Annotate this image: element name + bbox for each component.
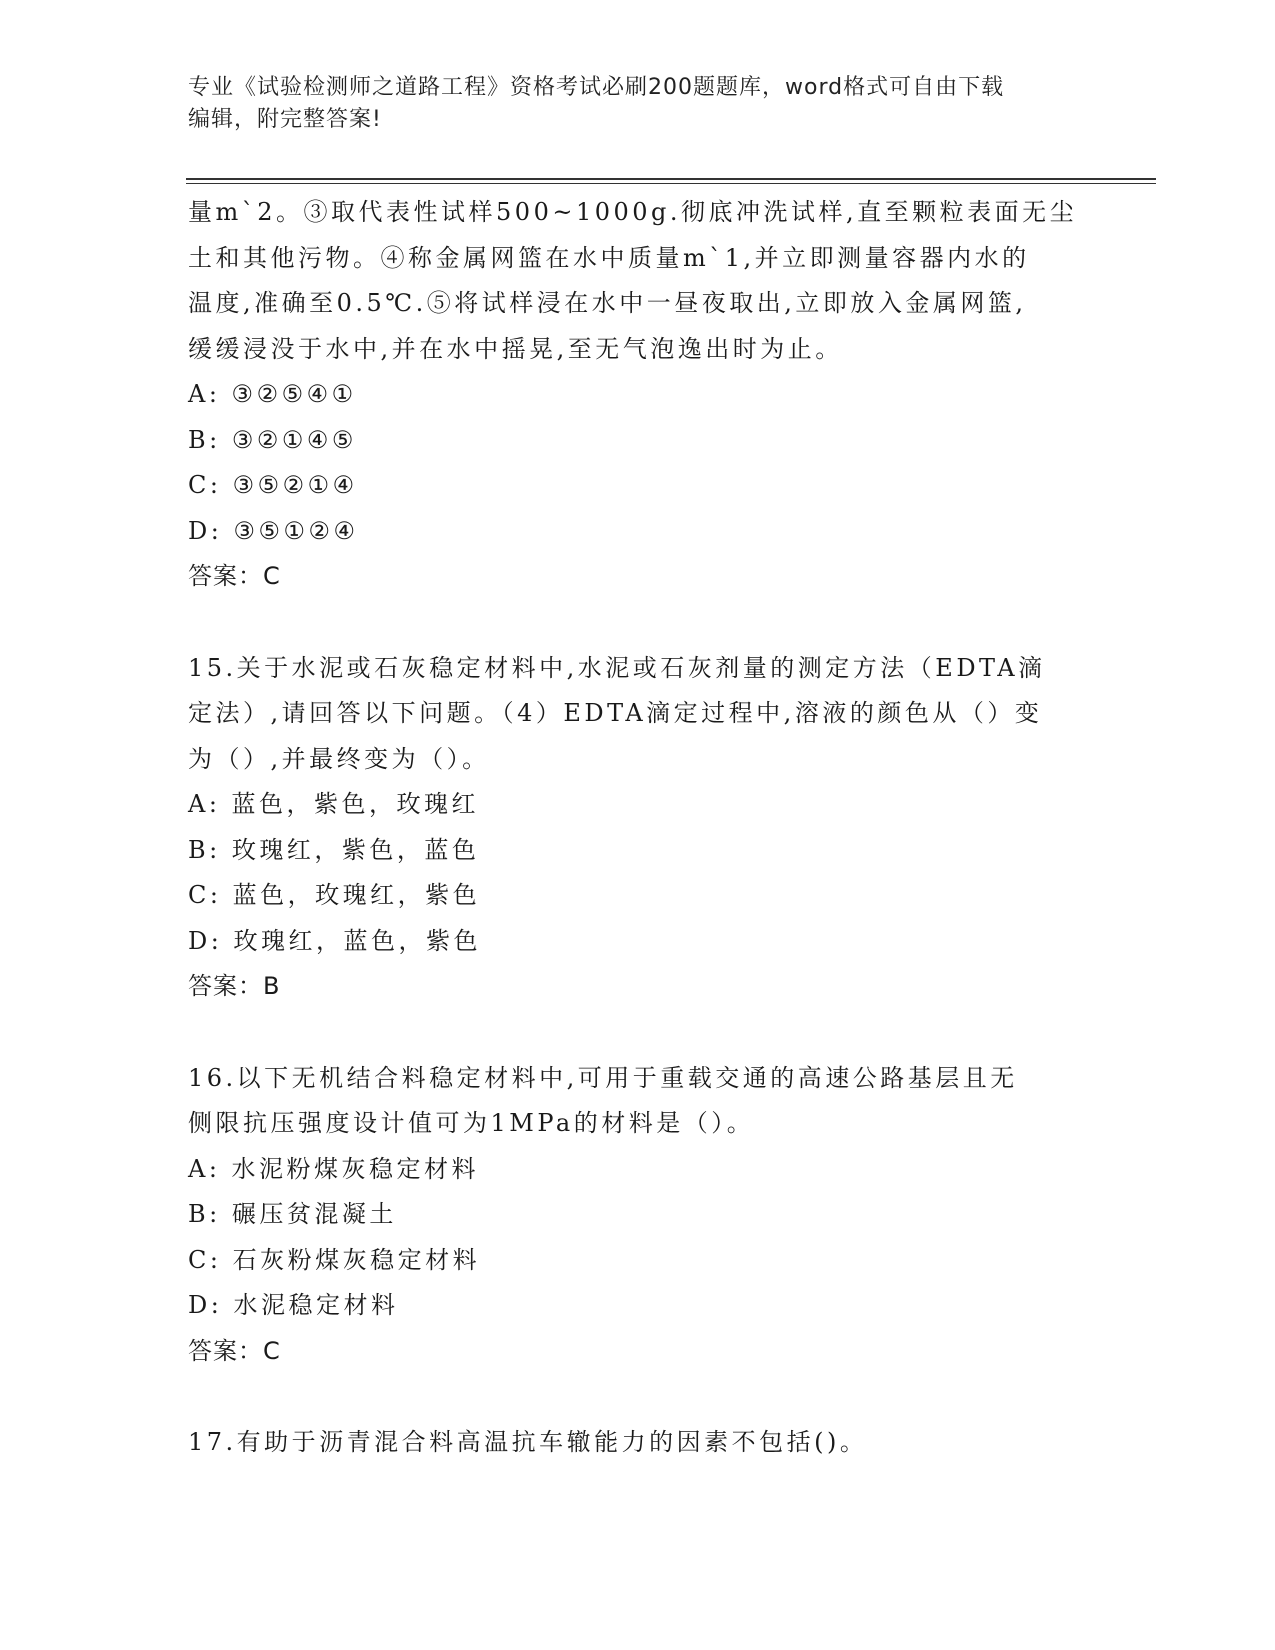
question-14-option-b: B: ③②①④⑤ bbox=[188, 425, 357, 454]
header-line-2: 编辑，附完整答案! bbox=[188, 107, 382, 132]
question-14-text bbox=[188, 190, 1088, 372]
header-divider-thin bbox=[186, 183, 1156, 184]
question-14-option-a: A: ③②⑤④① bbox=[188, 380, 357, 408]
question-15-answer: 答案：B bbox=[188, 972, 281, 1000]
question-14-option-d: D: ③⑤①②④ bbox=[188, 516, 359, 545]
question-text-line: 侧限抗压强度设计值可为1MPa的材料是（）。 bbox=[188, 1109, 755, 1137]
spacer bbox=[188, 1010, 1088, 1056]
question-text-line: 16.以下无机结合料稳定材料中,可用于重载交通的高速公路基层且无 bbox=[188, 1063, 1018, 1092]
question-14-answer: 答案：C bbox=[188, 562, 281, 590]
question-15-option-a: A: 蓝色，紫色，玫瑰红 bbox=[188, 790, 480, 818]
header-line-1: 专业《试验检测师之道路工程》资格考试必刷200题题库，word格式可自由下载 bbox=[188, 75, 1005, 100]
question-16-option-d: D: 水泥稳定材料 bbox=[188, 1291, 399, 1319]
question-16-option-c: C: 石灰粉煤灰稳定材料 bbox=[188, 1245, 481, 1274]
question-15-option-d: D: 玫瑰红，蓝色，紫色 bbox=[188, 926, 481, 955]
question-text-line: 15.关于水泥或石灰稳定材料中,水泥或石灰剂量的测定方法（EDTA滴 bbox=[188, 653, 1046, 682]
question-15-option-c: C: 蓝色，玫瑰红，紫色 bbox=[188, 881, 481, 909]
question-17-text bbox=[188, 1420, 1088, 1466]
question-14-option-c: C: ③⑤②①④ bbox=[188, 471, 358, 499]
question-15-text bbox=[188, 646, 1088, 783]
question-text-line: 17.有助于沥青混合料高温抗车辙能力的因素不包括()。 bbox=[188, 1428, 868, 1456]
question-text-line: 土和其他污物。④称金属网篮在水中质量m`1,并立即测量容器内水的 bbox=[188, 243, 1030, 272]
spacer bbox=[188, 1374, 1088, 1420]
question-15-option-b: B: 玫瑰红，紫色，蓝色 bbox=[188, 835, 480, 864]
document-body bbox=[188, 190, 1088, 1466]
question-16-option-b: B: 碾压贫混凝土 bbox=[188, 1200, 397, 1228]
question-text-line: 缓缓浸没于水中,并在水中摇晃,至无气泡逸出时为止。 bbox=[188, 334, 843, 363]
question-text-line: 量m`2。③取代表性试样500~1000g.彻底冲洗试样,直至颗粒表面无尘 bbox=[188, 198, 1078, 226]
question-text-line: 定法）,请回答以下问题。（4）EDTA滴定过程中,溶液的颜色从（）变 bbox=[188, 699, 1043, 727]
question-16-answer: 答案：C bbox=[188, 1336, 281, 1365]
spacer bbox=[188, 600, 1088, 646]
document-header bbox=[188, 72, 1088, 136]
header-divider-thick bbox=[186, 178, 1156, 180]
question-16-option-a: A: 水泥粉煤灰稳定材料 bbox=[188, 1154, 480, 1183]
question-text-line: 温度,准确至0.5℃.⑤将试样浸在水中一昼夜取出,立即放入金属网篮, bbox=[188, 289, 1027, 317]
question-text-line: 为（）,并最终变为（）。 bbox=[188, 744, 490, 773]
question-16-text bbox=[188, 1056, 1088, 1147]
